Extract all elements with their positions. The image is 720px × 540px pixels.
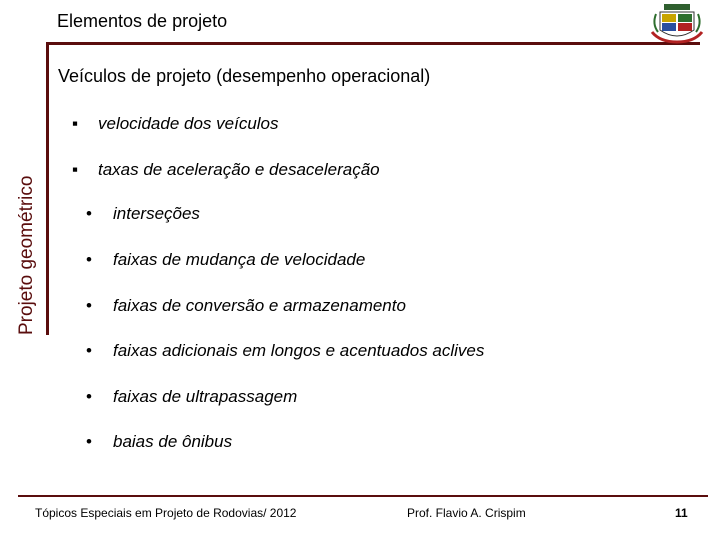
side-section-label: Projeto geométrico bbox=[16, 175, 37, 335]
list-item-text: taxas de aceleração e desaceleração bbox=[98, 160, 380, 179]
page-number: 11 bbox=[675, 506, 688, 520]
round-bullet-icon: • bbox=[86, 250, 92, 269]
slide-title: Elementos de projeto bbox=[57, 11, 228, 31]
round-bullet-icon: • bbox=[86, 204, 92, 223]
slide-subtitle: Veículos de projeto (desempenho operacional) bbox=[58, 66, 431, 86]
sub-list-item-text: interseções bbox=[113, 204, 200, 223]
header-divider bbox=[46, 42, 700, 45]
round-bullet-icon: • bbox=[86, 341, 92, 360]
sub-list-item-text: faixas de ultrapassagem bbox=[113, 387, 298, 406]
list-item-text: velocidade dos veículos bbox=[98, 114, 279, 133]
square-bullet-icon: ▪ bbox=[72, 160, 79, 179]
square-bullet-icon: ▪ bbox=[72, 114, 79, 133]
sub-list-item-text: faixas adicionais em longos e acentuados aclives bbox=[113, 341, 485, 360]
sub-list-item-text: baias de ônibus bbox=[113, 432, 233, 451]
sub-list-item-text: faixas de mudança de velocidade bbox=[113, 250, 366, 269]
sub-list-item-text: faixas de conversão e armazenamento bbox=[113, 296, 406, 315]
institution-crest-icon bbox=[650, 2, 704, 44]
footer-divider bbox=[18, 495, 708, 497]
footer-course: Tópicos Especiais em Projeto de Rodovias/ 2012 bbox=[35, 506, 297, 520]
round-bullet-icon: • bbox=[86, 432, 92, 451]
round-bullet-icon: • bbox=[86, 296, 92, 315]
round-bullet-icon: • bbox=[86, 387, 92, 406]
footer-author: Prof. Flavio A. Crispim bbox=[407, 506, 526, 520]
side-divider bbox=[46, 45, 49, 335]
